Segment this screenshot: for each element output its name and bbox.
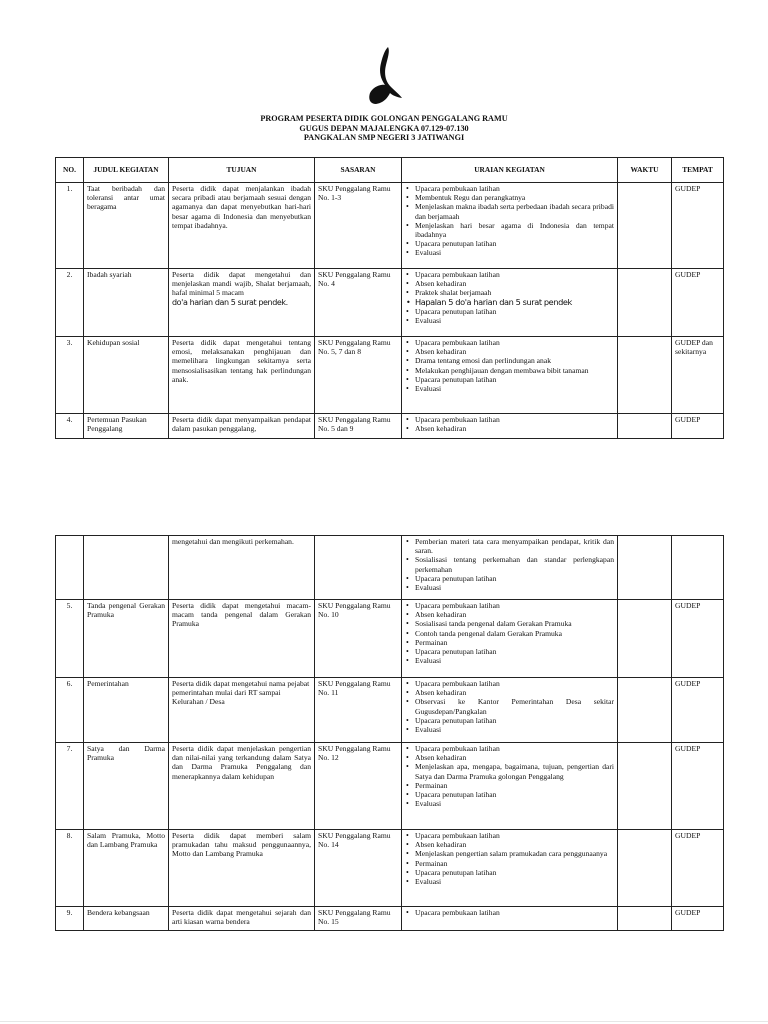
activity-item: • Evaluasi — [405, 248, 614, 257]
title-line-1: PROGRAM PESERTA DIDIK GOLONGAN PENGGALANG RAMU — [260, 114, 508, 123]
table-row — [56, 907, 724, 931]
cell-tujuan: Peserta didik dapat menjalankan ibadah secara pribadi atau berjamaah sesuai dengan agamanya dan dapat menyebutkan hari-hari besar agama di Indonesia dan menyebutkan tempat ibadahnya. — [169, 183, 315, 269]
cell-tempat: GUDEP — [672, 907, 724, 931]
activity-item: • Absen kehadiran — [405, 753, 614, 762]
activity-item: • Upacara pembukaan latihan — [405, 744, 614, 753]
cell-tujuan: mengetahui dan mengikuti perkemahan. — [169, 536, 315, 600]
cell-waktu — [618, 830, 672, 907]
table-row — [56, 183, 724, 269]
cell-tempat: GUDEP — [672, 414, 724, 439]
header-waktu: WAKTU — [618, 158, 672, 183]
activity-item: • Menjelaskan pengertian salam pramukadan cara penggunaanya — [405, 849, 614, 858]
activity-item: • Upacara penutupan latihan — [405, 574, 614, 583]
title-line-2: GUGUS DEPAN MAJALENGKA 07.129-07.130 — [299, 123, 469, 133]
activity-item: • Permainan — [405, 781, 614, 790]
activity-item: • Melakukan penghijauan dengan membawa bibit tanaman — [405, 366, 614, 375]
activity-item: • Upacara pembukaan latihan — [405, 908, 614, 917]
cell-tujuan — [169, 269, 315, 337]
cell-sasaran: SKU Penggalang Ramu No. 5 dan 9 — [315, 414, 402, 439]
cell-no: 6. — [56, 678, 84, 743]
cell-judul: Kehidupan sosial — [84, 337, 169, 414]
activity-item: • Permainan — [405, 638, 614, 647]
cell-waktu — [618, 269, 672, 337]
activity-item: • Upacara penutupan latihan — [405, 307, 614, 316]
cell-no — [56, 536, 84, 600]
cell-uraian — [402, 183, 618, 269]
cell-judul: Salam Pramuka, Motto dan Lambang Pramuka — [84, 830, 169, 907]
cell-sasaran: SKU Penggalang Ramu No. 12 — [315, 743, 402, 830]
table-row — [56, 269, 724, 337]
cell-tujuan: Peserta didik dapat menyampaikan pendapat dalam pasukan penggalang, — [169, 414, 315, 439]
cell-no: 2. — [56, 269, 84, 337]
cell-no: 4. — [56, 414, 84, 439]
activity-item: • Upacara pembukaan latihan — [405, 270, 614, 279]
document-page-1 — [0, 0, 768, 470]
table-row — [56, 600, 724, 678]
table-row — [56, 414, 724, 439]
cell-tempat: GUDEP — [672, 830, 724, 907]
cell-judul: Ibadah syariah — [84, 269, 169, 337]
activity-item: • Upacara pembukaan latihan — [405, 415, 614, 424]
activity-item: • Sosialisasi tentang perkemahan dan standar perlengkapan perkemahan — [405, 555, 614, 573]
cell-tempat: GUDEP dan sekitarnya — [672, 337, 724, 414]
header-tempat: TEMPAT — [672, 158, 724, 183]
program-table-continued — [55, 535, 724, 931]
cell-judul: Tanda pengenal Gerakan Pramuka — [84, 600, 169, 678]
activity-item: • Evaluasi — [405, 316, 614, 325]
activity-item: • Upacara pembukaan latihan — [405, 831, 614, 840]
header-sasaran: SASARAN — [315, 158, 402, 183]
cell-sasaran: SKU Penggalang Ramu No. 14 — [315, 830, 402, 907]
activity-item: • Drama tentang emosi dan perlindungan anak — [405, 356, 614, 365]
activity-item: • Evaluasi — [405, 877, 614, 886]
activity-item: • Hapalan 5 do'a harian dan 5 surat pendek — [405, 298, 614, 307]
activity-item: • Evaluasi — [405, 725, 614, 734]
cell-no: 3. — [56, 337, 84, 414]
cell-uraian — [402, 414, 618, 439]
cell-uraian — [402, 600, 618, 678]
cell-tujuan: Peserta didik dapat mengetahui macam-macam tanda pengenal dalam Gerakan Pramuka — [169, 600, 315, 678]
cell-uraian — [402, 269, 618, 337]
cell-sasaran — [315, 536, 402, 600]
activity-item: • Absen kehadiran — [405, 279, 614, 288]
cell-no: 7. — [56, 743, 84, 830]
activity-item: • Pemberian materi tata cara menyampaikan pendapat, kritik dan saran. — [405, 537, 614, 555]
cell-judul — [84, 536, 169, 600]
activity-item: • Evaluasi — [405, 656, 614, 665]
cell-judul: Pemerintahan — [84, 678, 169, 743]
activity-item: • Absen kehadiran — [405, 347, 614, 356]
cell-waktu — [618, 414, 672, 439]
cell-sasaran: SKU Penggalang Ramu No. 10 — [315, 600, 402, 678]
cell-sasaran: SKU Penggalang Ramu No. 5, 7 dan 8 — [315, 337, 402, 414]
activity-item: • Absen kehadiran — [405, 424, 614, 433]
cell-tujuan: Peserta didik dapat mengetahui nama pejabat pemerintahan mulai dari RT sampai Kelurahan / Desa — [169, 678, 315, 743]
cell-tujuan: Peserta didik dapat menjelaskan pengertian dan nilai-nilai yang terkandung dalam Satya dan Darma Pramuka Penggalang dan menerapkannya dalam kehidupan — [169, 743, 315, 830]
cell-waktu — [618, 907, 672, 931]
cell-waktu — [618, 536, 672, 600]
cell-waktu — [618, 337, 672, 414]
cell-tujuan: Peserta didik dapat mengetahui sejarah dan arti kiasan warna bendera — [169, 907, 315, 931]
cell-no: 9. — [56, 907, 84, 931]
cell-uraian — [402, 678, 618, 743]
cell-no: 5. — [56, 600, 84, 678]
activity-item: • Evaluasi — [405, 583, 614, 592]
table-row — [56, 830, 724, 907]
activity-item: • Upacara penutupan latihan — [405, 868, 614, 877]
activity-item: • Observasi ke Kantor Pemerintahan Desa sekitar Gugusdepan/Pangkalan — [405, 697, 614, 715]
cell-tempat: GUDEP — [672, 678, 724, 743]
cell-uraian — [402, 337, 618, 414]
cell-tempat: GUDEP — [672, 269, 724, 337]
cell-sasaran: SKU Penggalang Ramu No. 1-3 — [315, 183, 402, 269]
title-line-3: PANGKALAN SMP NEGERI 3 JATIWANGI — [303, 133, 465, 143]
table-header-row — [56, 158, 724, 183]
activity-item: • Praktek shalat berjamaah — [405, 288, 614, 297]
table-row — [56, 743, 724, 830]
cell-waktu — [618, 183, 672, 269]
activity-item: • Upacara pembukaan latihan — [405, 601, 614, 610]
activity-item: • Upacara penutupan latihan — [405, 239, 614, 248]
activity-item: • Upacara penutupan latihan — [405, 647, 614, 656]
activity-item: • Sosialisasi tanda pengenal dalam Gerakan Pramuka — [405, 619, 614, 628]
cell-tujuan: Peserta didik dapat mengetahui tentang emosi, melaksanakan penghijauan dan memelihara lingkungan sekitarnya serta mensosialisasikan tentang hak perlindungan anak. — [169, 337, 315, 414]
tunas-kelapa-icon — [366, 45, 406, 107]
page-divider — [0, 1021, 768, 1022]
cell-judul: Pertemuan Pasukan Penggalang — [84, 414, 169, 439]
activity-item: • Absen kehadiran — [405, 610, 614, 619]
document-title — [0, 114, 768, 143]
cell-no: 1. — [56, 183, 84, 269]
activity-item: • Menjelaskan apa, mengapa, bagaimana, tujuan, pengertian dari Satya dan Darma Pramuka golongan Penggalang — [405, 762, 614, 780]
table-row — [56, 536, 724, 600]
cell-tujuan: Peserta didik dapat memberi salam pramukadan tahu maksud penggunaannya, Motto dan Lambang Pramuka — [169, 830, 315, 907]
activity-item: • Absen kehadiran — [405, 688, 614, 697]
cell-judul: Bendera kebangsaan — [84, 907, 169, 931]
activity-item: • Absen kehadiran — [405, 840, 614, 849]
activity-item: • Evaluasi — [405, 384, 614, 393]
table-row — [56, 337, 724, 414]
cell-tempat: GUDEP — [672, 743, 724, 830]
cell-uraian — [402, 743, 618, 830]
activity-item: • Upacara pembukaan latihan — [405, 338, 614, 347]
activity-item: • Upacara penutupan latihan — [405, 375, 614, 384]
tujuan-text: Peserta didik dapat mengetahui dan menjelaskan mandi wajib, Shalat berjamaah, hafal minimal 5 macam — [172, 270, 311, 298]
activity-item: • Membentuk Regu dan perangkatnya — [405, 193, 614, 202]
cell-waktu — [618, 743, 672, 830]
header-judul: JUDUL KEGIATAN — [84, 158, 169, 183]
cell-waktu — [618, 678, 672, 743]
cell-tempat — [672, 536, 724, 600]
header-no: NO. — [56, 158, 84, 183]
activity-item: • Permainan — [405, 859, 614, 868]
activity-item: • Upacara pembukaan latihan — [405, 679, 614, 688]
cell-sasaran: SKU Penggalang Ramu No. 15 — [315, 907, 402, 931]
cell-judul: Satya dan Darma Pramuka — [84, 743, 169, 830]
header-tujuan: TUJUAN — [169, 158, 315, 183]
activity-item: • Upacara penutupan latihan — [405, 716, 614, 725]
program-table — [55, 157, 724, 439]
table-row — [56, 678, 724, 743]
cell-sasaran: SKU Penggalang Ramu No. 4 — [315, 269, 402, 337]
cell-tempat: GUDEP — [672, 600, 724, 678]
activity-item: • Upacara penutupan latihan — [405, 790, 614, 799]
header-uraian: URAIAN KEGIATAN — [402, 158, 618, 183]
cell-sasaran: SKU Penggalang Ramu No. 11 — [315, 678, 402, 743]
cell-waktu — [618, 600, 672, 678]
cell-judul: Taat beribadah dan toleransi antar umat beragama — [84, 183, 169, 269]
cell-uraian — [402, 830, 618, 907]
activity-item: • Menjelaskan hari besar agama di Indonesia dan tempat ibadahnya — [405, 221, 614, 239]
cell-tempat: GUDEP — [672, 183, 724, 269]
activity-item: • Evaluasi — [405, 799, 614, 808]
activity-item: • Menjelaskan makna ibadah serta perbedaan ibadah secara pribadi dan berjamaah — [405, 202, 614, 220]
cell-uraian — [402, 536, 618, 600]
activity-item: • Contoh tanda pengenal dalam Gerakan Pramuka — [405, 629, 614, 638]
tujuan-text-extra: do'a harian dan 5 surat pendek. — [172, 297, 288, 307]
cell-no: 8. — [56, 830, 84, 907]
cell-uraian — [402, 907, 618, 931]
activity-item: • Upacara pembukaan latihan — [405, 184, 614, 193]
